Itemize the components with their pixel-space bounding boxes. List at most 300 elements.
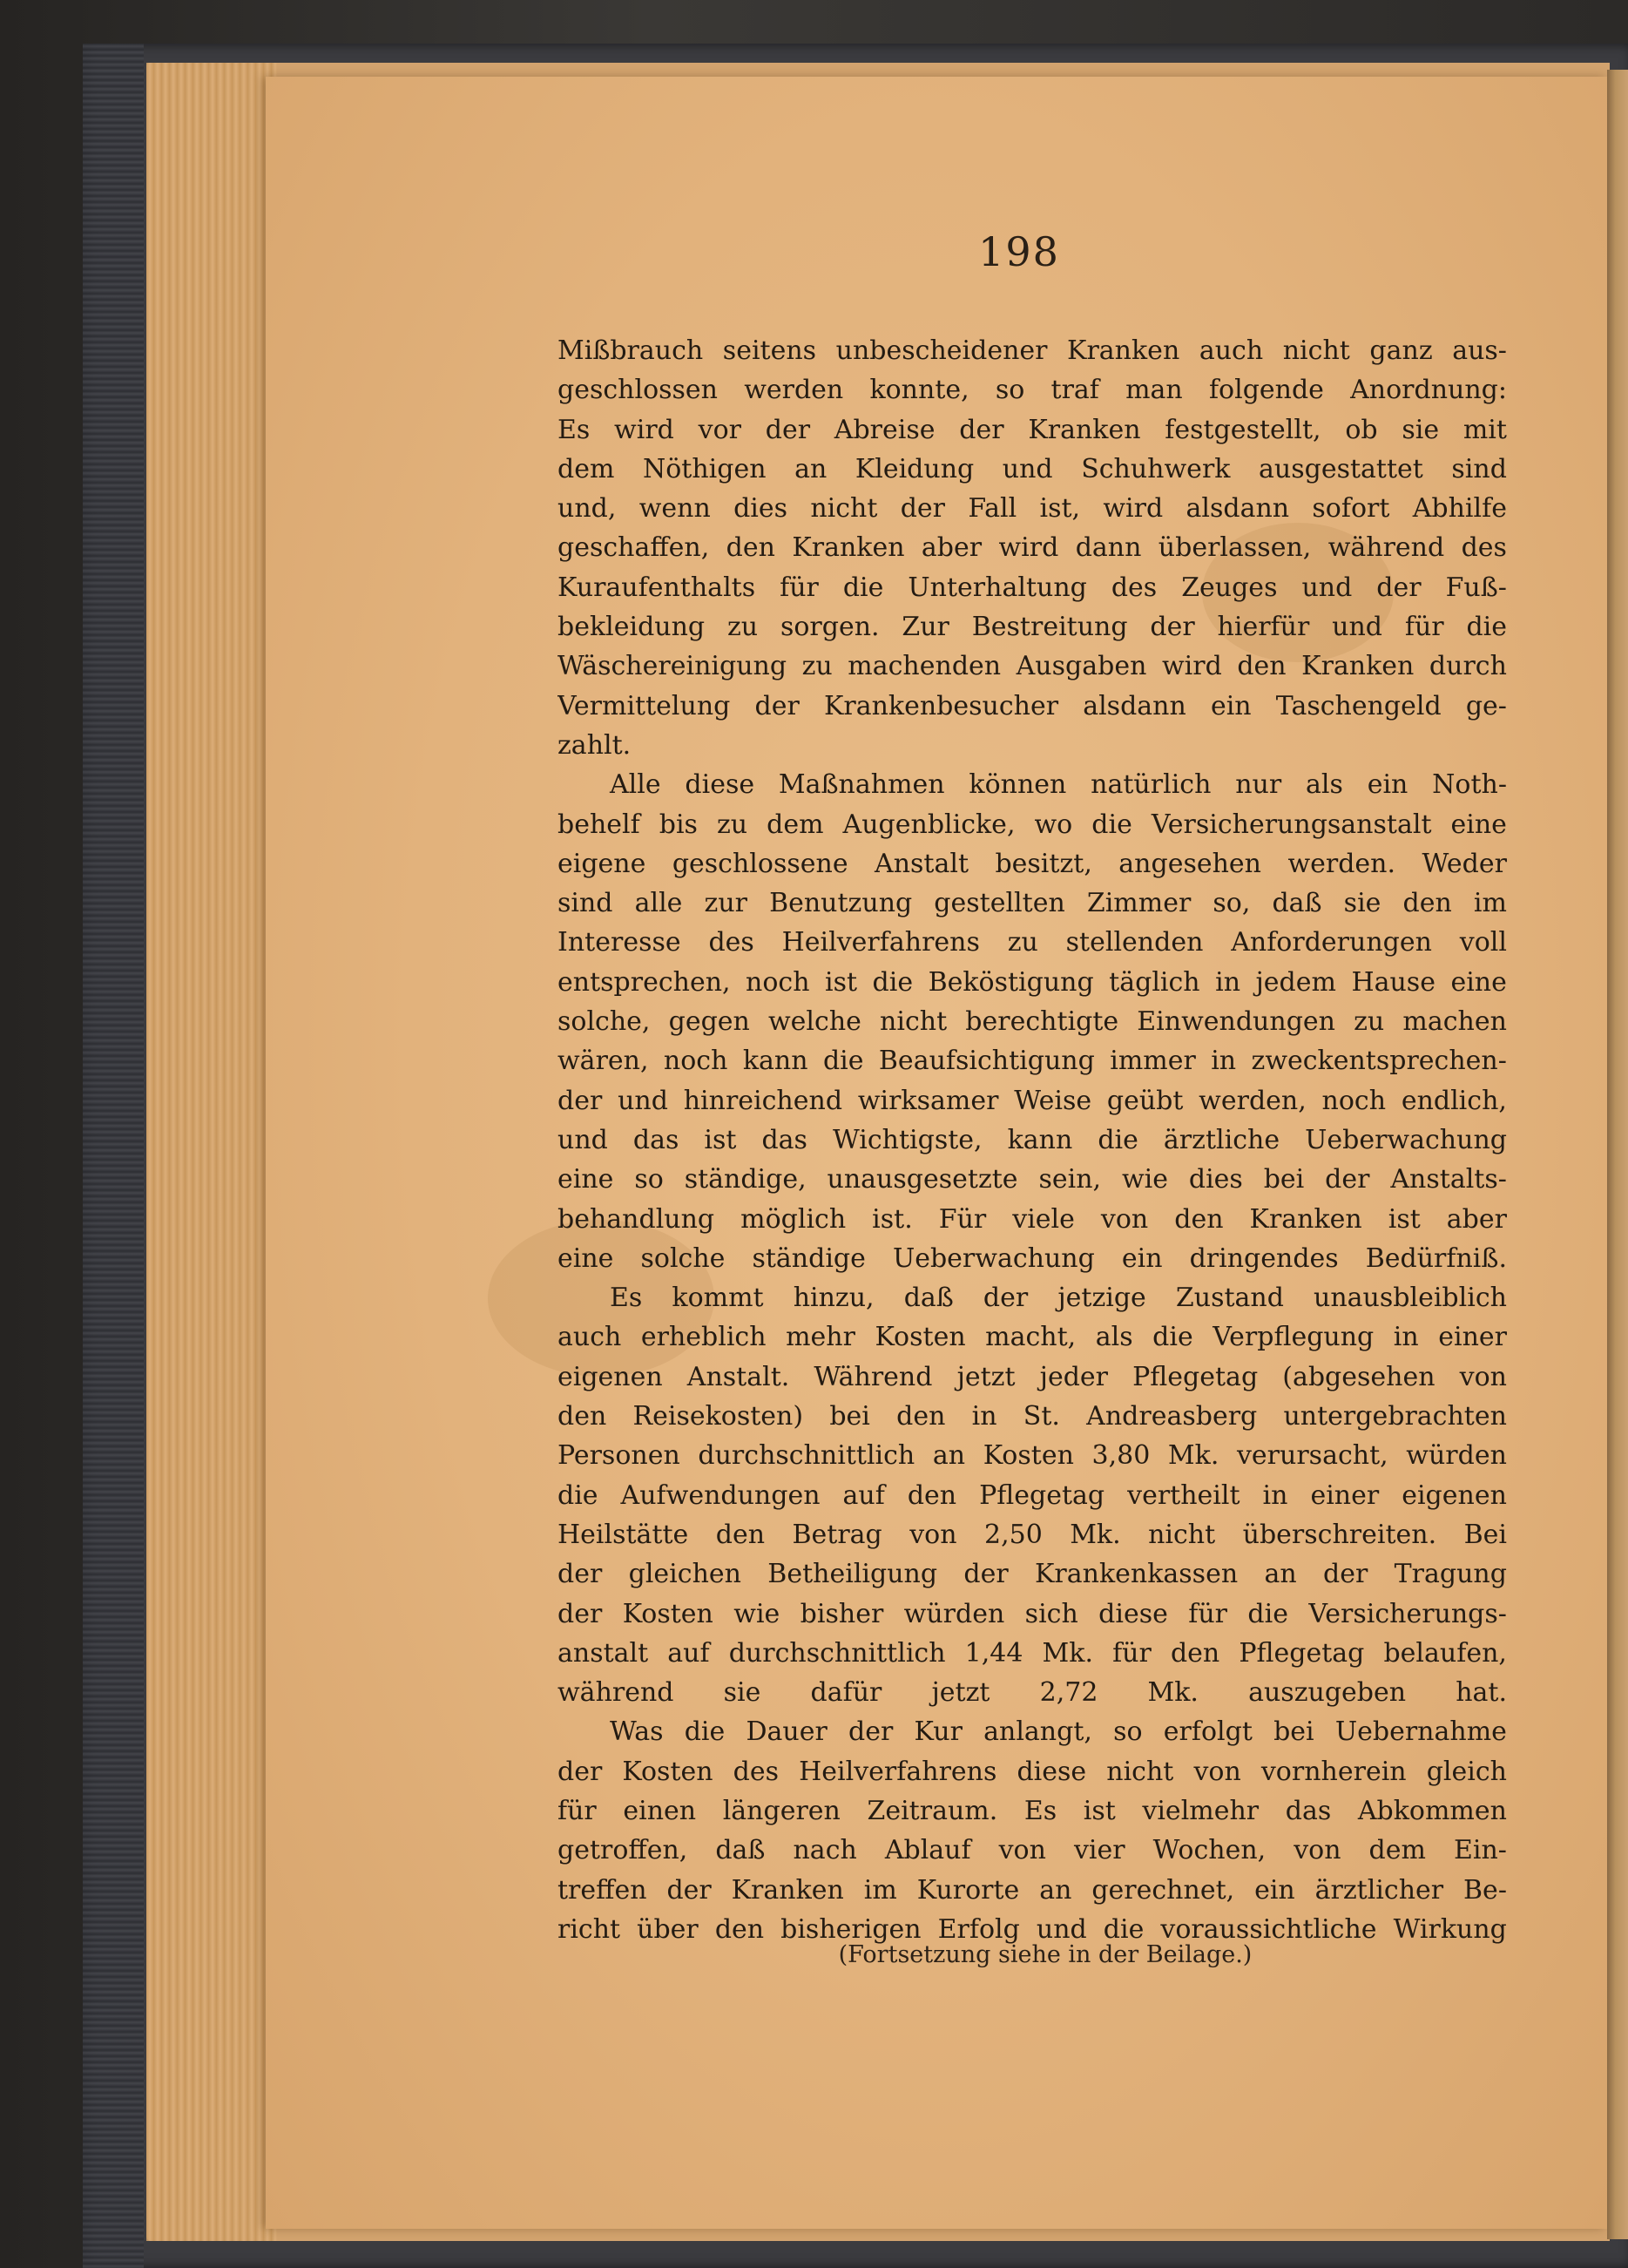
word: Kosten: [875, 1322, 966, 1353]
word: den: [1170, 1637, 1220, 1669]
word: den: [907, 1479, 957, 1511]
word: voll: [1459, 927, 1507, 958]
word: auf: [667, 1637, 710, 1669]
word: dann: [1075, 532, 1142, 564]
word: traf: [1050, 375, 1099, 406]
word: von: [1294, 1835, 1341, 1866]
word: Heilverfahrens: [799, 1756, 997, 1787]
word: in: [1262, 1479, 1288, 1511]
word: Vermittelung: [557, 690, 731, 721]
word: die: [1152, 1322, 1193, 1353]
word: vier: [1073, 1835, 1125, 1866]
word: den: [557, 1401, 607, 1432]
word: jedem: [1255, 966, 1336, 998]
word: Ueberwachung: [892, 1242, 1095, 1274]
word: Weise: [1014, 1085, 1092, 1116]
text-line: [557, 647, 1507, 686]
word: Während: [814, 1361, 933, 1392]
word: Aufwendungen: [620, 1479, 821, 1511]
word: zur: [704, 888, 747, 919]
text-line: [557, 1476, 1507, 1515]
word: kann: [1007, 1124, 1073, 1155]
word: vornherein: [1260, 1756, 1407, 1787]
word: Es: [557, 414, 591, 445]
word: Zimmer: [1086, 888, 1192, 919]
word: jeder: [1039, 1361, 1108, 1392]
word: wenn: [638, 493, 711, 525]
text-line: [557, 410, 1507, 450]
word: eigenen: [557, 1361, 663, 1392]
word: eigene: [557, 848, 646, 879]
word: daß: [715, 1835, 766, 1866]
word: Alle: [610, 769, 661, 801]
word: jetzt: [956, 1361, 1016, 1392]
word: und: [618, 1085, 668, 1116]
word: Ueberwachung: [1305, 1124, 1507, 1155]
word: geschlossene: [672, 848, 848, 879]
word: als: [1095, 1322, 1133, 1353]
word: unausbleiblich: [1314, 1283, 1507, 1314]
word: zu: [726, 612, 759, 643]
word: ein: [1121, 1242, 1163, 1274]
word: daß: [903, 1283, 954, 1314]
word: überlassen,: [1158, 532, 1312, 564]
word: untergebrachten: [1283, 1401, 1507, 1432]
word: das: [1285, 1795, 1332, 1826]
word: dafür: [810, 1677, 882, 1709]
word: ist: [825, 966, 858, 998]
word: den: [715, 1519, 766, 1550]
word: bei: [829, 1401, 870, 1432]
word: durch: [1429, 651, 1507, 682]
text-line: [557, 726, 1507, 765]
word: von: [909, 1519, 957, 1550]
word: Heilstätte: [557, 1519, 689, 1550]
word: Kranken: [792, 532, 905, 564]
word: Kranken: [731, 1874, 844, 1906]
word: Bei: [1463, 1519, 1507, 1550]
word: sind: [1451, 453, 1507, 484]
word: und: [1301, 572, 1353, 603]
word: Noth-: [1432, 769, 1507, 801]
word: Fall: [968, 493, 1017, 525]
word: sorgen.: [780, 612, 880, 643]
word: dies: [733, 493, 788, 525]
text-line: [557, 1871, 1507, 1910]
word: und: [557, 1124, 608, 1155]
text-line: [557, 1791, 1507, 1831]
word: das: [632, 1124, 679, 1155]
word: wird: [614, 414, 674, 445]
word: der: [983, 1283, 1029, 1314]
word: Was: [610, 1716, 664, 1748]
word: nicht: [1282, 335, 1350, 366]
word: den: [1174, 1203, 1224, 1235]
word: der: [1150, 612, 1195, 643]
word: besitzt,: [995, 848, 1092, 879]
word: erheblich: [640, 1322, 767, 1353]
word: so,: [1213, 888, 1251, 919]
word: gegen: [668, 1006, 750, 1038]
word: Kranken: [1067, 335, 1180, 366]
word: geschaffen,: [557, 532, 710, 564]
text-line: [557, 489, 1507, 528]
word: der: [557, 1598, 603, 1629]
word: noch: [1321, 1085, 1387, 1116]
text-line: [557, 884, 1507, 923]
word: ein: [1210, 690, 1252, 721]
word: aber: [1446, 1203, 1507, 1235]
word: täglich: [1109, 966, 1200, 998]
word: diese: [1017, 1756, 1087, 1787]
word: eine: [1450, 966, 1507, 998]
word: machenden: [848, 651, 1002, 682]
word: jetzige: [1057, 1283, 1146, 1314]
word: Betheiligung: [767, 1559, 938, 1590]
word: einen: [623, 1795, 697, 1826]
word: ein: [1254, 1874, 1295, 1906]
word: die: [822, 1046, 864, 1077]
word: den: [1237, 651, 1287, 682]
word: sind: [557, 888, 613, 919]
word: den: [714, 1913, 765, 1945]
word: erfolgt: [1163, 1716, 1253, 1748]
word: von: [1100, 1203, 1149, 1235]
text-line: [557, 1712, 1507, 1751]
word: wie: [1121, 1164, 1168, 1195]
word: ärztlicher: [1314, 1874, 1444, 1906]
word: Kranken: [1301, 651, 1415, 682]
word: wirksamer: [857, 1085, 999, 1116]
word: Hause: [1351, 966, 1435, 998]
text-line: [557, 450, 1507, 489]
word: als: [1306, 769, 1343, 801]
word: in: [1211, 1046, 1237, 1077]
word: Dauer: [746, 1716, 828, 1748]
word: ganz: [1369, 335, 1433, 366]
word: zu: [801, 651, 833, 682]
word: Wirkung: [1393, 1913, 1507, 1945]
word: Anforderungen: [1231, 927, 1432, 958]
word: von: [998, 1835, 1046, 1866]
word: voraussichtliche: [1160, 1913, 1377, 1945]
word: nicht: [1148, 1519, 1216, 1550]
text-line: [557, 1673, 1507, 1712]
word: ärztliche: [1163, 1124, 1280, 1155]
word: Be-: [1463, 1874, 1507, 1906]
word: an: [932, 1440, 966, 1472]
word: nicht: [880, 1006, 948, 1038]
word: Kranken: [1028, 414, 1141, 445]
text-line: [557, 1831, 1507, 1870]
facing-page-gutter: [1607, 70, 1628, 2239]
word: (abgesehen: [1282, 1361, 1435, 1392]
word: zu: [1354, 1006, 1385, 1038]
word: für: [557, 1795, 597, 1826]
word: die: [842, 572, 884, 603]
text-line: [557, 687, 1507, 726]
word: während: [1327, 532, 1445, 564]
word: bis: [659, 809, 698, 840]
word: ist.: [872, 1203, 913, 1235]
word: unbescheidener: [835, 335, 1048, 366]
word: bekleidung: [557, 612, 706, 643]
word: überschreiten.: [1242, 1519, 1437, 1550]
text-line: [557, 1594, 1507, 1634]
word: den: [726, 532, 775, 564]
word: der: [1323, 1559, 1368, 1590]
word: endlich,: [1401, 1085, 1507, 1116]
word: Pflegetag: [1239, 1637, 1365, 1669]
word: der: [900, 493, 946, 525]
word: man: [1125, 375, 1183, 406]
word: eine: [557, 1242, 614, 1274]
text-line: [557, 805, 1507, 844]
word: zweckentsprechen-: [1251, 1046, 1507, 1077]
word: der: [666, 1874, 712, 1906]
word: nicht: [810, 493, 878, 525]
word: Wochen,: [1152, 1835, 1267, 1866]
text-line: [557, 1634, 1507, 1673]
text-line: [557, 923, 1507, 962]
text-line: [557, 1041, 1507, 1080]
word: würden: [1406, 1440, 1507, 1472]
word: richt: [557, 1913, 621, 1945]
word: durchschnittlich: [728, 1637, 946, 1669]
text-line: [557, 1120, 1507, 1160]
word: auch: [557, 1322, 622, 1353]
text-line: [557, 1397, 1507, 1436]
word: können: [969, 769, 1067, 801]
word: dem: [767, 809, 824, 840]
word: alle: [634, 888, 683, 919]
word: die: [1247, 1598, 1288, 1629]
word: anlangt,: [983, 1716, 1092, 1748]
word: für: [1188, 1598, 1228, 1629]
word: Personen: [557, 1440, 680, 1472]
word: sich: [1024, 1598, 1078, 1629]
word: Uebernahme: [1334, 1716, 1507, 1748]
word: Taschengeld: [1275, 690, 1442, 721]
word: möglich: [740, 1203, 847, 1235]
word: Ein-: [1453, 1835, 1507, 1866]
word: bisher: [800, 1598, 884, 1629]
word: alsdann: [1186, 493, 1290, 525]
word: nicht: [1106, 1756, 1174, 1787]
word: Verpflegung: [1213, 1322, 1375, 1353]
word: Krankenbesucher: [823, 690, 1059, 721]
text-line: [557, 1317, 1507, 1357]
word: durchschnittlich: [698, 1440, 915, 1472]
word: der: [1376, 572, 1422, 603]
word: Interesse: [557, 927, 681, 958]
continuation-note: (Fortsetzung siehe in der Beilage.): [838, 1941, 1253, 1968]
word: Beköstigung: [928, 966, 1094, 998]
word: bisherigen: [780, 1913, 922, 1945]
word: Anordnung:: [1350, 375, 1507, 406]
word: wie: [733, 1598, 780, 1629]
text-line: [557, 844, 1507, 884]
word: des: [1461, 532, 1507, 564]
text-line: [557, 1002, 1507, 1041]
word: Pflegetag: [979, 1479, 1105, 1511]
word: für: [1404, 612, 1444, 643]
word: jetzt: [931, 1677, 990, 1709]
word: dringendes: [1189, 1242, 1339, 1274]
word: Kleidung: [855, 453, 975, 484]
word: Für: [938, 1203, 987, 1235]
word: treffen: [557, 1874, 647, 1906]
word: kommt: [672, 1283, 764, 1314]
word: hinreichend: [683, 1085, 843, 1116]
word: behelf: [557, 809, 640, 840]
word: aus-: [1452, 335, 1507, 366]
word: des: [733, 1756, 780, 1787]
word: sie: [723, 1677, 761, 1709]
word: noch: [746, 966, 810, 998]
text-line: [557, 765, 1507, 804]
word: die: [872, 966, 914, 998]
word: auszugeben: [1248, 1677, 1407, 1709]
word: ein: [1367, 769, 1408, 801]
word: den: [896, 1401, 946, 1432]
text-line: [557, 370, 1507, 410]
word: noch: [663, 1046, 728, 1077]
word: der: [848, 1716, 894, 1748]
text-line: [557, 528, 1507, 567]
word: und: [1332, 612, 1383, 643]
word: diese: [1098, 1598, 1168, 1629]
word: den: [1402, 888, 1452, 919]
word: für: [780, 572, 819, 603]
word: 3,80: [1091, 1440, 1151, 1472]
text-line: [557, 1200, 1507, 1239]
word: macht,: [985, 1322, 1077, 1353]
word: Versicherungs-: [1308, 1598, 1507, 1629]
word: so: [995, 375, 1025, 406]
word: eine: [1450, 809, 1507, 840]
word: Krankenkassen: [1035, 1559, 1239, 1590]
word: 2,72: [1039, 1677, 1098, 1709]
word: bei: [1263, 1164, 1305, 1195]
word: Versicherungsanstalt: [1151, 809, 1432, 840]
word: auch: [1199, 335, 1264, 366]
word: und: [1002, 453, 1053, 484]
text-line: [557, 1239, 1507, 1278]
word: der: [765, 414, 811, 445]
word: Abhilfe: [1412, 493, 1507, 525]
word: längeren: [722, 1795, 841, 1826]
word: Es: [610, 1283, 643, 1314]
word: werden.: [1287, 848, 1396, 879]
word: ist,: [1039, 493, 1081, 525]
word: Pflegetag: [1132, 1361, 1259, 1392]
word: unausgesetzte: [827, 1164, 1018, 1195]
word: der: [557, 1085, 603, 1116]
word: sofort: [1312, 493, 1390, 525]
word: mehr: [786, 1322, 855, 1353]
word: eigenen: [1402, 1479, 1507, 1511]
word: aber: [921, 532, 983, 564]
word: hinzu,: [793, 1283, 875, 1314]
word: natürlich: [1091, 769, 1212, 801]
word: ist: [1083, 1795, 1116, 1826]
word: würden: [903, 1598, 1005, 1629]
text-line: [557, 331, 1507, 370]
word: Weder: [1422, 848, 1507, 879]
word: über: [637, 1913, 699, 1945]
word: ausgestattet: [1259, 453, 1423, 484]
word: Anstalts-: [1390, 1164, 1507, 1195]
word: nach: [793, 1835, 857, 1866]
word: konnte,: [869, 375, 969, 406]
word: wären,: [557, 1046, 649, 1077]
word: Betrag: [792, 1519, 882, 1550]
word: Einwendungen: [1137, 1006, 1335, 1038]
word: so: [1113, 1716, 1143, 1748]
word: die: [1098, 1124, 1138, 1155]
word: Mk.: [1147, 1677, 1199, 1709]
word: ist: [704, 1124, 737, 1155]
word: bei: [1273, 1716, 1314, 1748]
text-line: [557, 1357, 1507, 1397]
word: behandlung: [557, 1203, 715, 1235]
text-line: [557, 1278, 1507, 1317]
word: Bedürfniß.: [1365, 1242, 1507, 1274]
word: der: [959, 414, 1004, 445]
word: und: [1036, 1913, 1087, 1945]
word: werden: [744, 375, 844, 406]
word: berechtigte: [965, 1006, 1119, 1038]
word: in: [1215, 966, 1241, 998]
word: Kosten: [622, 1598, 713, 1629]
word: gleich: [1426, 1756, 1507, 1787]
word: angesehen: [1118, 848, 1262, 879]
word: an: [794, 453, 828, 484]
word: 2,50: [983, 1519, 1043, 1550]
word: im: [1473, 888, 1507, 919]
word: vertheilt: [1127, 1479, 1240, 1511]
word: solche,: [557, 1006, 651, 1038]
word: des: [1111, 572, 1158, 603]
word: Ablauf: [884, 1835, 971, 1866]
word: einer: [1310, 1479, 1380, 1511]
word: anstalt: [557, 1637, 649, 1669]
word: von: [1459, 1361, 1507, 1392]
word: Zeitraum.: [867, 1795, 998, 1826]
word: seitens: [722, 335, 817, 366]
word: Kuraufenthalts: [557, 572, 756, 603]
word: machen: [1402, 1006, 1507, 1038]
word: solche: [640, 1242, 726, 1274]
word: nur: [1235, 769, 1282, 801]
word: an: [1264, 1559, 1297, 1590]
word: Fuß-: [1445, 572, 1507, 603]
word: Andreasberg: [1086, 1401, 1258, 1432]
word: in: [971, 1401, 997, 1432]
word: vielmehr: [1142, 1795, 1260, 1826]
word: Ausgaben: [1016, 651, 1147, 682]
word: der: [754, 690, 800, 721]
word: in: [1393, 1322, 1419, 1353]
word: der: [963, 1559, 1009, 1590]
word: Schuhwerk: [1081, 453, 1231, 484]
word: das: [761, 1124, 807, 1155]
page-number: 198: [978, 228, 1060, 275]
word: der: [1325, 1164, 1370, 1195]
word: Kurorte: [916, 1874, 1020, 1906]
word: Erfolg: [937, 1913, 1020, 1945]
